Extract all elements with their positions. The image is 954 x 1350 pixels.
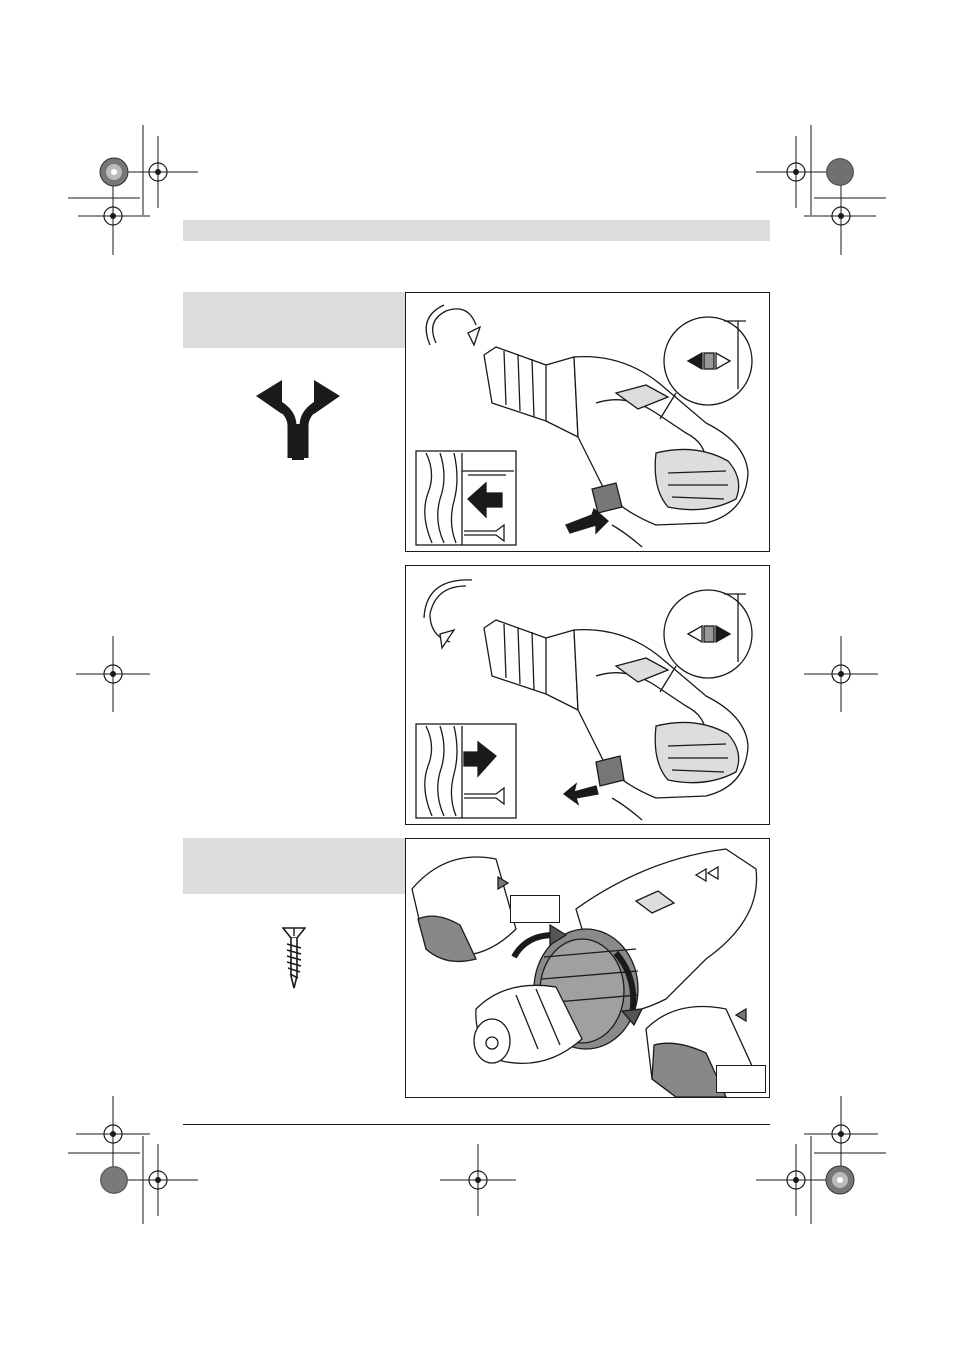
bottom-rule [183,1124,770,1125]
gray-wheel-icon [100,158,128,186]
split-arrow-icon [252,378,344,460]
figure-drill-reverse [405,565,770,825]
torque-collar-icon [406,839,770,1098]
screw-icon [282,924,306,990]
drill-direction-left-icon [406,293,770,552]
figure-torque-collar [405,838,770,1098]
section-panel-torque [183,838,405,894]
header-bar [183,220,770,241]
callout-label-1 [510,895,560,923]
section-panel-direction [183,292,405,348]
callout-label-2 [716,1065,766,1093]
drill-direction-right-icon [406,566,770,825]
figure-drill-forward [405,292,770,552]
